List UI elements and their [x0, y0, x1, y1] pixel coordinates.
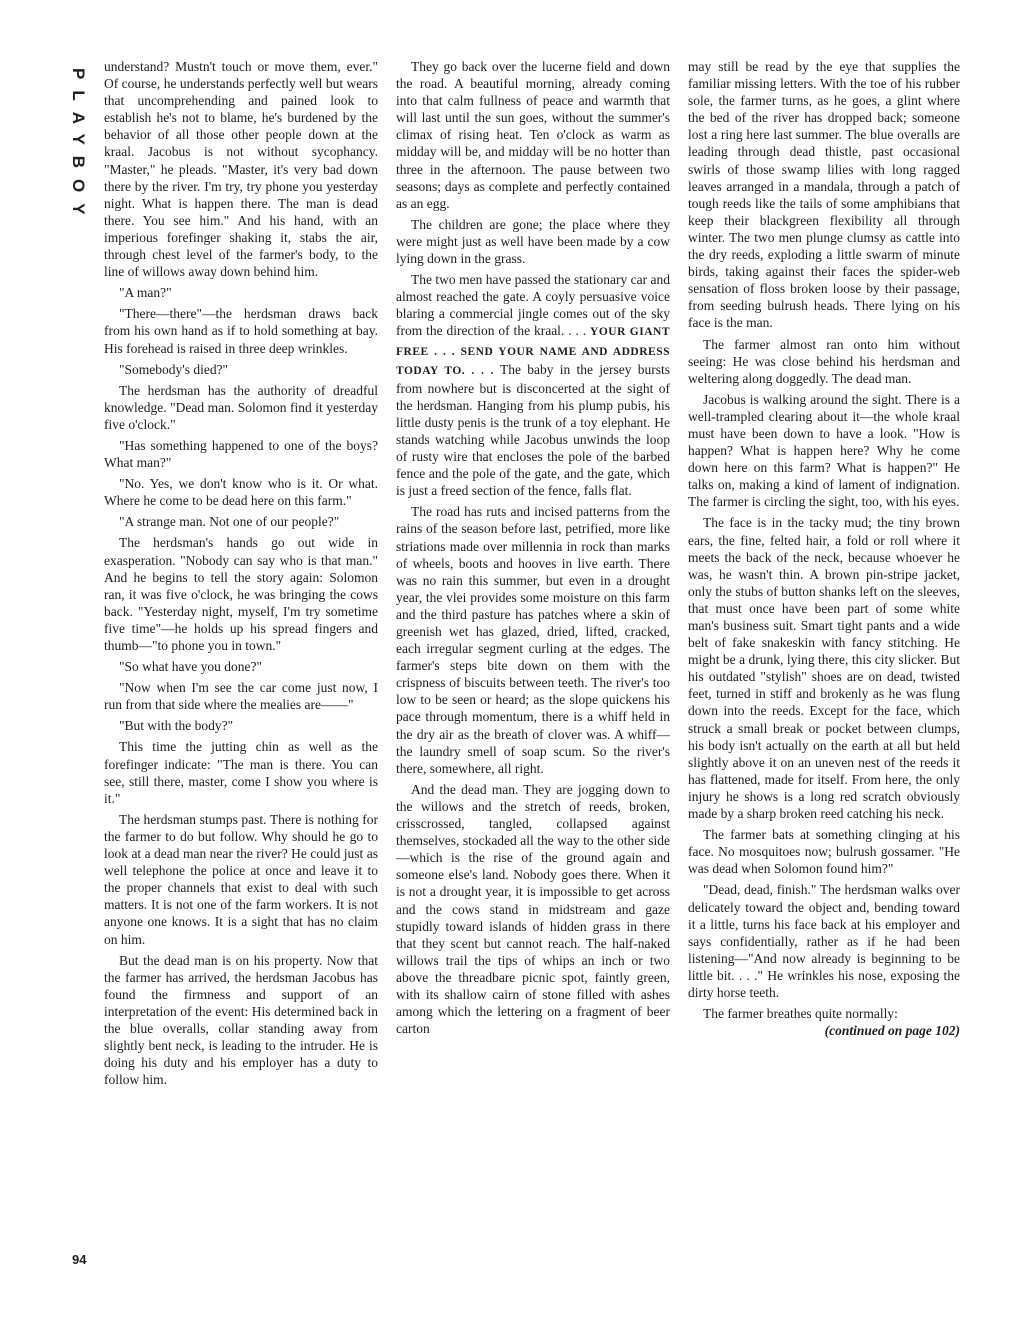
radio-jingle-caps: YOUR GIANT FREE . . . SEND YOUR NAME AND ADDRESS TODAY TO. . . . — [396, 326, 671, 377]
paragraph: "A strange man. Not one of our people?" — [119, 514, 340, 530]
paragraph: "There—there"—the herdsman draws back from his own hand as if to hold something at bay. His forehead is raised in three deep wrinkles. — [104, 306, 378, 356]
text-column-2 — [396, 58, 670, 1037]
paragraph: They go back over the lucerne field and down the road. A beautiful morning, already coming into that calm fullness of peace and warmth that will last until the sun goes, without the summer's climax of rising heat. Ten o'clock as warm as midday will be, and midday will be no hotter than three in the afternoon. The pause between two seasons; days as complete and perfectly contained as an egg. — [396, 59, 670, 211]
continued-note: (continued on page 102) — [824, 1023, 960, 1039]
paragraph: "No. Yes, we don't know who is it. Or what. Where he come to be dead here on this farm." — [104, 476, 378, 509]
paragraph: And the dead man. They are jogging down to the willows and the stretch of reeds, broken, crisscrossed, tangled, collapsed against themselves, stockaded all the way to the other side—which is the rise of the ground again and someone else's land. Nobody goes there. When it is not a drought year, it is impossible to get across and the cows stand in midstream and gaze stupidly toward islands of hidden grass in there that they scent but cannot reach. The half-naked willows trail the tips of whips an inch or two above the threadbare picnic spot, faintly green, with its shallow cairn of stone filled with ashes among which the lettering on a fragment of beer carton — [396, 781, 670, 1037]
paragraph: Jacobus is walking around the sight. There is a well-trampled clearing about it—the whole kraal must have been down to have a look. "How is happen? What is happen here? Why he come down here on this farm? What is happen?" He talks on, making a kind of lament of indignation. The farmer is circling the sight, too, with his eyes. — [688, 391, 960, 510]
paragraph — [396, 271, 670, 499]
paragraph: The children are gone; the place where they were might just as well have been made by a cow lying down in the grass. — [396, 216, 670, 267]
paragraph: "So what have you done?" — [119, 659, 262, 675]
paragraph: This time the jutting chin as well as the forefinger indicate: "The man is there. You can see, still there, master, come I show you where is it." — [104, 739, 378, 806]
paragraph: may still be read by the eye that supplies the familiar missing letters. With the toe of his rubber sole, the farmer turns, as he goes, a glint where the bed of the river has dropped back; someone lost a ring here last summer. The blue overalls are leading through dead thistle, past occasional swirls of those swamp lilies with long ragged leaves arranged in a mandala, through a patch of tough reeds like the tails of some amphibians that keep their blackgreen flexibility all through winter. The two men plunge clumsy as cattle into the dry reeds, exploding a little swarm of minute birds, taking against their faces the spider-web sensation of floss broken loose by their passage, from seeding bulrush heads. There lying on his face is the man. — [688, 59, 960, 331]
paragraph: "Has something happened to one of the boys? What man?" — [104, 437, 378, 471]
paragraph-text: The two men have passed the stationary car and almost reached the gate. A coyly persuasive voice blaring a commercial jingle comes out of the sky from the direction of the kraal. . . . — [396, 272, 670, 339]
page-number: 94 — [72, 1252, 87, 1267]
paragraph: The farmer almost ran onto him without seeing: He was close behind his herdsman and weltering along doggedly. The dead man. — [688, 336, 960, 386]
paragraph: "Now when I'm see the car come just now, I run from that side where the mealies are——" — [104, 680, 378, 713]
paragraph-text: The baby in the jersey bursts from nowhere but is disconcerted at the sight of the herdsman. Hanging from his plump pubis, his little dusty penis is the trunk of a toy elephant. He stands watching while Jacobus unwinds the loop of rusty wire that encloses the pole of the barbed fence and the pole of the gate, and the gate, which is just a freed section of the fence, falls flat. — [396, 361, 671, 499]
paragraph: "Dead, dead, finish." The herdsman walks over delicately toward the object and, bending toward it a little, turns his face back at his employer and says confidentially, rather as if he had been listening—"And now already is beginning to be little bit. . . ." He wrinkles his nose, exposing the dirty horse teeth. — [688, 882, 960, 1000]
paragraph: The road has ruts and incised patterns from the rains of the season before last, petrified, more like striations made over millennia in rock than marks of wheels, boots and hooves in live earth. There was no rain this summer, but even in a drought year, the vlei provides some moisture on this farm and the third pasture has patches where a skin of greenish wet has glazed, dried, lifted, cracked, each irregular segment curling at the edges. The farmer's steps bite down on them with the crispness of biscuits between teeth. The river's too low to be seen or heard; as the slope quickens his pace through momentum, there is a whiff held in the dry air as the breath of clover was. A whiff—the laundry smell of soap scum. So the river's there, somewhere, all right. — [396, 504, 670, 776]
paragraph: The herdsman has the authority of dreadful knowledge. "Dead man. Solomon find it yesterday five o'clock." — [104, 382, 378, 432]
paragraph: "Somebody's died?" — [119, 361, 229, 377]
paragraph: The farmer bats at something clinging at his face. No mosquitoes now; bulrush gossamer. "He was dead when Solomon found him?" — [688, 827, 960, 877]
paragraph: The herdsman's hands go out wide in exasperation. "Nobody can say who is that man." And he begins to tell the story again: Solomon ran, it was five o'clock, he was bringing the cows back. "Yesterday night, myself, I'm try sometime five time"—he holds up his spread fingers and thumb—"to phone you in town." — [104, 535, 378, 653]
paragraph: "A man?" — [119, 285, 172, 301]
text-column-3 — [688, 58, 960, 1043]
paragraph: "But with the body?" — [119, 718, 234, 734]
text-column-1 — [104, 58, 378, 1088]
paragraph: The farmer breathes quite normally: — [703, 1006, 898, 1022]
paragraph: The herdsman stumps past. There is nothing for the farmer to do but follow. Why should he go to look at a dead man near the river? He could just as well telephone the police at once and leave it to the proper channels that exist to deal with such matters. It is not one of the farm workers. It is not anyone one knows. It is a sight that has no claim on him. — [104, 811, 378, 947]
paragraph: understand? Mustn't touch or move them, ever." Of course, he understands perfectly well but wears that uncomprehending and pained look to establish he's not to blame, he's burdened by the behavior of all those other people down at the kraal. Jacobus is not without sycophancy. "Master," he pleads. "Master, it's very bad down there by the river. I'm try, try phone you yesterday night. What is happen there. The man is dead there. You see him." And his hand, with an imperious forefinger shaking it, stabs the air, through chest level of the farmer's body, to the line of willows away down behind him. — [104, 59, 378, 280]
magazine-masthead: PLAYBOY — [69, 68, 88, 226]
paragraph: The face is in the tacky mud; the tiny brown ears, the fine, felted hair, a fold or roll where it meets the back of the neck, because whoever he was, he wasn't thin. A brown pin-stripe jacket, only the stubs of button shanks left on the sleeves, that must once have been part of some white man's business suit. Smart tight pants and a wide belt of fake snakeskin with fancy stitching. He might be a drunk, lying there, this city slicker. But his outdated "stylish" shoes are on dead, twisted feet, turned in stiff and brokenly as he was flung down into the reeds. Except for the face, which struck a small break or pocket between clumps, his body isn't actually on the earth at all but held slightly above it on an uneven nest of the reeds it has flattened, made for itself. From here, the only injury he shows is a long red scratch obviously made by a sharp broken reed catching his neck. — [688, 515, 960, 822]
paragraph: But the dead man is on his property. Now that the farmer has arrived, the herdsman Jacobus has found the firmness and support of an interpretation of the event: His determined back in the blue overalls, collar standing away from slightly bent neck, is leading to the intruder. He is doing his duty and his employer has a duty to follow him. — [104, 952, 378, 1088]
